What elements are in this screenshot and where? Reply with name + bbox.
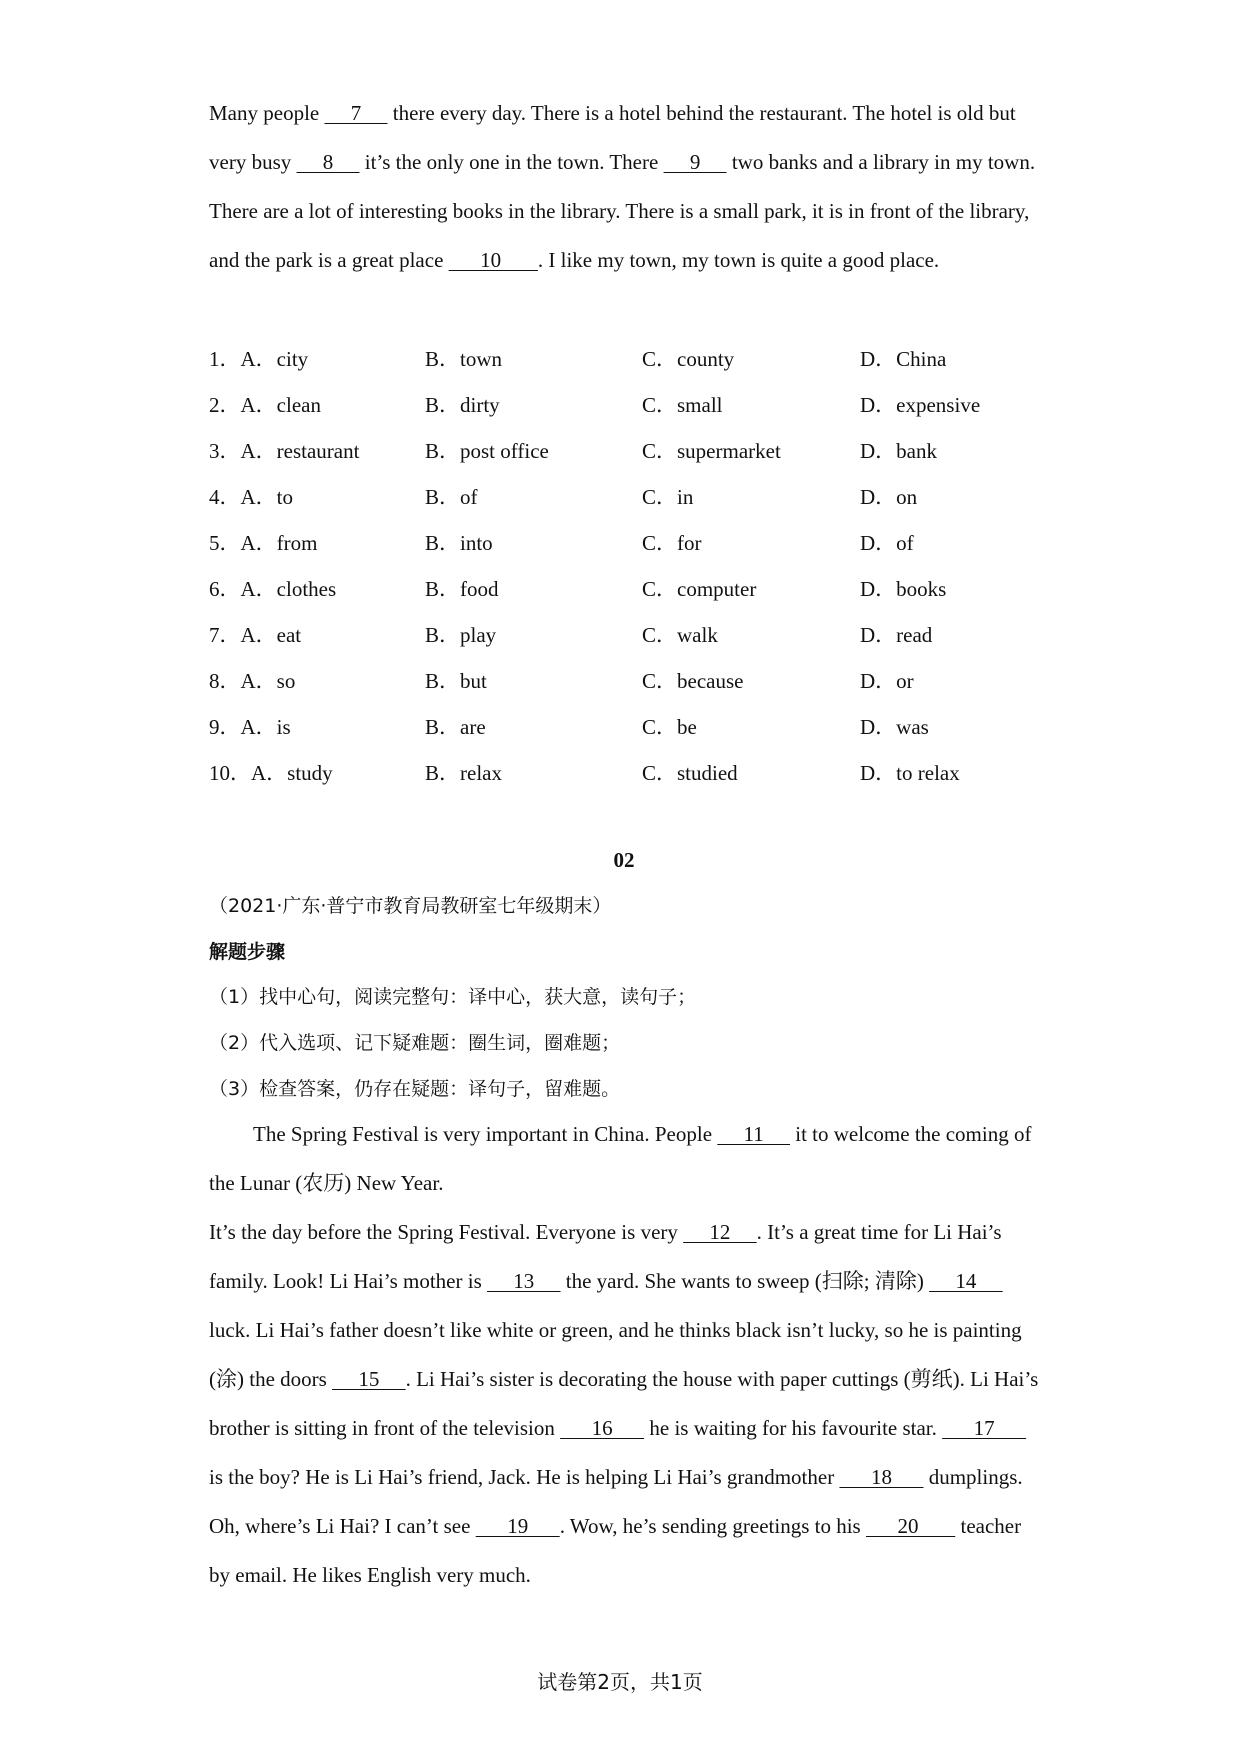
passage-text: he is waiting for his favourite star. (644, 1416, 943, 1440)
option-choice: C．walk (642, 623, 718, 647)
option-choice: 10．A．study (209, 761, 333, 785)
option-choice: 6．A．clothes (209, 577, 337, 601)
passage-text: . Wow, he’s sending greetings to his (559, 1514, 866, 1538)
option-choice: B．food (425, 577, 499, 601)
option-choice: B．but (425, 669, 487, 693)
passage-text: Many people (209, 101, 325, 125)
steps-list (209, 979, 696, 1117)
option-choice: C．county (642, 347, 735, 371)
passage-text: luck. Li Hai’s father doesn’t like white or green, and he thinks black isn’t lucky, so he is painting (涂) the doors (209, 1318, 1022, 1391)
step-item: （3）检查答案，仍存在疑题：译句子，留难题。 (209, 1078, 621, 1100)
blank-number: 15 (332, 1367, 406, 1391)
option-choice: C．studied (642, 761, 738, 785)
blank-number: 20 (865, 1514, 956, 1538)
option-choice: B．of (425, 485, 478, 509)
blank-number: 13 (487, 1269, 561, 1293)
option-choice: D．China (860, 347, 947, 371)
section-number: 02 (613, 848, 635, 872)
option-choice: B．post office (425, 439, 549, 463)
passage-text: . Li Hai’s sister is decorating the house with paper cuttings (剪纸). Li Hai’s brother is sitting in front of the television (209, 1367, 1039, 1440)
option-choice: B．are (425, 715, 486, 739)
option-choice: D．of (860, 531, 914, 555)
option-choice: D．to relax (860, 761, 960, 785)
blank-number: 11 (717, 1122, 791, 1146)
option-row (209, 704, 1039, 750)
option-choice: C．for (642, 531, 702, 555)
step-item: （2）代入选项、记下疑难题：圈生词，圈难题； (209, 1032, 621, 1054)
passage-text: . I like my town, my town is quite a good place. (537, 248, 940, 272)
option-choice: 1．A．city (209, 347, 309, 371)
option-choice: 3．A．restaurant (209, 439, 360, 463)
option-choice: 8．A．so (209, 669, 296, 693)
paragraph (209, 1110, 1039, 1208)
blank-number: 8 (296, 150, 360, 174)
passage-text: The Spring Festival is very important in China. People (253, 1122, 718, 1146)
option-choice: C．be (642, 715, 697, 739)
option-choice: 7．A．eat (209, 623, 302, 647)
passage-text: two banks and a library in my town. There are a lot of interesting books in the library. There is a small park, it is in front of the library, and the park is a great place (209, 150, 1036, 272)
option-row (209, 750, 1039, 796)
passage-text: it’s the only one in the town. There (359, 150, 664, 174)
option-row (209, 658, 1039, 704)
options-list (209, 336, 1039, 796)
passage-text: it to welcome the coming of the Lunar (农历) New Year. (209, 1122, 1032, 1195)
passage-text: dumplings. Oh, where’s Li Hai? I can’t see (209, 1465, 1023, 1538)
option-choice: C．because (642, 669, 744, 693)
passage-2 (209, 1110, 1039, 1600)
blank-number: 7 (324, 101, 388, 125)
option-row (209, 474, 1039, 520)
passage-text: It’s the day before the Spring Festival. Everyone is very (209, 1220, 684, 1244)
blank-number: 14 (929, 1269, 1003, 1293)
paragraph (209, 1208, 1039, 1600)
option-row (209, 382, 1039, 428)
option-row (209, 428, 1039, 474)
option-row (209, 520, 1039, 566)
option-choice: C．small (642, 393, 723, 417)
blank-number: 12 (683, 1220, 757, 1244)
option-choice: B．play (425, 623, 497, 647)
option-row (209, 612, 1039, 658)
option-choice: D．or (860, 669, 914, 693)
option-choice: D．bank (860, 439, 937, 463)
option-choice: B．dirty (425, 393, 500, 417)
option-choice: B．into (425, 531, 493, 555)
passage-1 (209, 89, 1039, 285)
steps-title: 解题步骤 (209, 941, 286, 963)
blank-number: 19 (475, 1514, 560, 1538)
option-choice: 9．A．is (209, 715, 291, 739)
page-footer: 试卷第2页，共1页 (537, 1670, 703, 1694)
step-item: （1）找中心句，阅读完整句：译中心，获大意，读句子； (209, 986, 697, 1008)
passage-text: . It’s a great time for Li Hai’s family. Look! Li Hai’s mother is (209, 1220, 1002, 1293)
option-choice: 2．A．clean (209, 393, 321, 417)
option-choice: D．was (860, 715, 929, 739)
option-choice: C．supermarket (642, 439, 781, 463)
question-source: （2021·广东·普宁市教育局教研室七年级期末） (209, 895, 612, 917)
passage-text: is the boy? He is Li Hai’s friend, Jack. He is helping Li Hai’s grandmother (209, 1465, 840, 1489)
option-row (209, 566, 1039, 612)
blank-number: 17 (942, 1416, 1027, 1440)
paragraph (209, 89, 1039, 285)
blank-number: 18 (839, 1465, 924, 1489)
option-choice: B．relax (425, 761, 502, 785)
blank-number: 10 (448, 248, 538, 272)
option-choice: C．in (642, 485, 694, 509)
option-choice: 5．A．from (209, 531, 318, 555)
option-choice: B．town (425, 347, 503, 371)
passage-text: there every day. There is a hotel behind the restaurant. The hotel is old but very busy (209, 101, 1016, 174)
option-choice: C．computer (642, 577, 757, 601)
option-choice: 4．A．to (209, 485, 293, 509)
blank-number: 9 (663, 150, 727, 174)
passage-text: the yard. She wants to sweep (扫除; 清除) (560, 1269, 930, 1293)
passage-text: teacher by email. He likes English very much. (209, 1514, 1022, 1587)
blank-number: 16 (560, 1416, 645, 1440)
option-row (209, 336, 1039, 382)
option-choice: D．expensive (860, 393, 981, 417)
option-choice: D．read (860, 623, 933, 647)
option-choice: D．books (860, 577, 947, 601)
option-choice: D．on (860, 485, 918, 509)
